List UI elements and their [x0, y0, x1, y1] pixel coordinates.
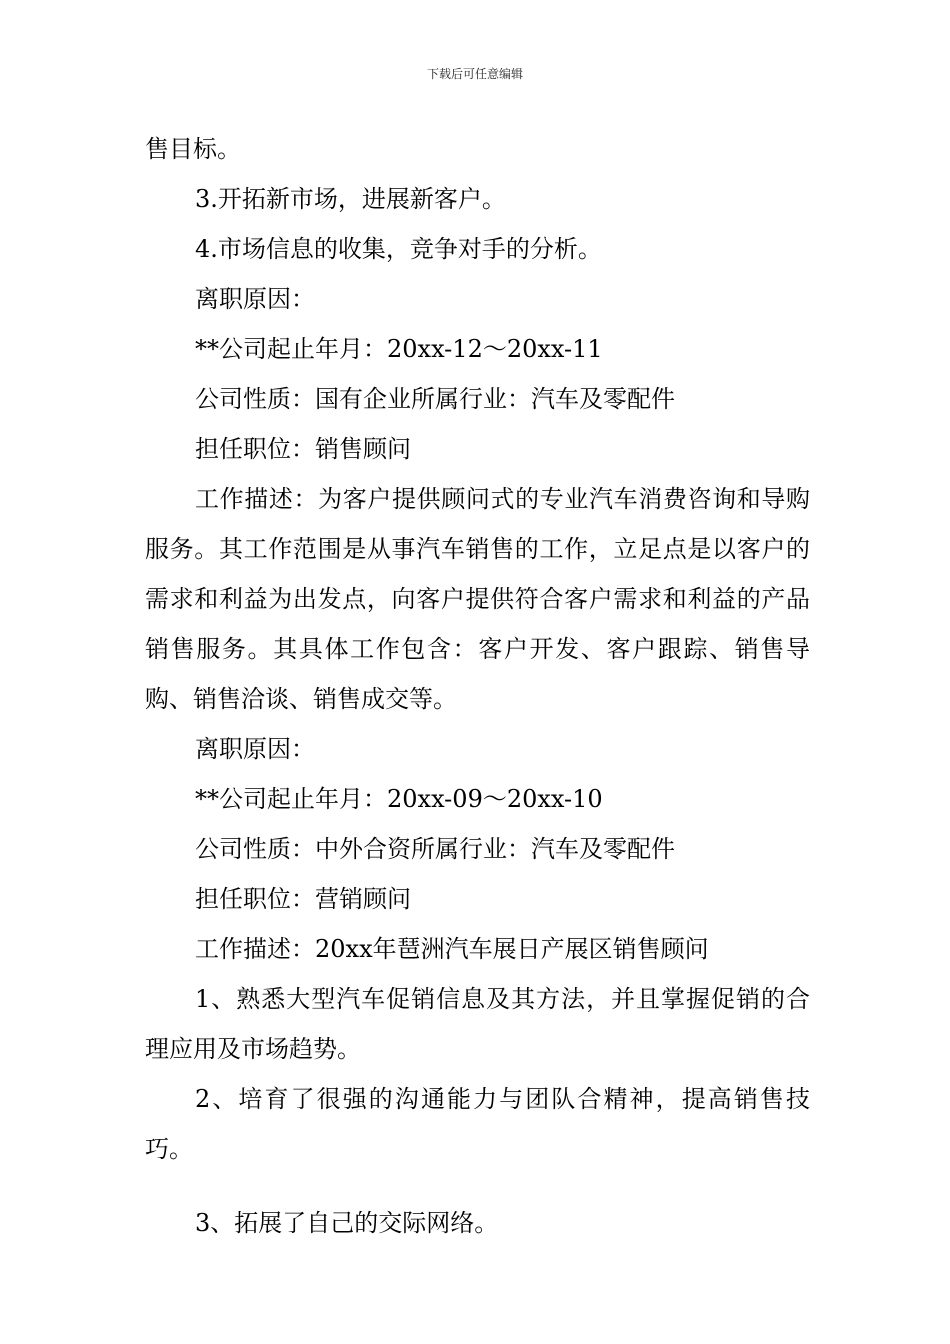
- paragraph-company-nature: 公司性质：中外合资所属行业：汽车及零配件: [195, 835, 675, 863]
- paragraph-job-description: 工作描述：为客户提供顾问式的专业汽车消费咨询和导购服务。其工作范围是从事汽车销售的工作，立足点是以客户的需求和利益为出发点，向客户提供符合客户需求和利益的产品销售服务。其具体工作包含：客户开发、客户跟踪、销售导购、销售洽谈、销售成交等。: [145, 485, 810, 713]
- paragraph-company-nature: 公司性质：国有企业所属行业：汽车及零配件: [195, 385, 675, 413]
- paragraph-leave-reason: 离职原因：: [195, 285, 315, 313]
- paragraph-list-item-1: 1、熟悉大型汽车促销信息及其方法，并且掌握促销的合理应用及市场趋势。: [145, 985, 810, 1063]
- paragraph-list-item-2: 2、培育了很强的沟通能力与团队合精神，提高销售技巧。: [145, 1085, 810, 1163]
- paragraph-company-period: **公司起止年月：20xx-12～20xx-11: [195, 335, 603, 363]
- paragraph-leave-reason: 离职原因：: [195, 735, 315, 763]
- document-body: [145, 124, 810, 1248]
- paragraph-position: 担任职位：营销顾问: [195, 885, 411, 913]
- paragraph-item-3: 3.开拓新市场，进展新客户。: [195, 185, 506, 213]
- paragraph-sales-target: 售目标。: [145, 135, 241, 163]
- paragraph-position: 担任职位：销售顾问: [195, 435, 411, 463]
- paragraph-item-4: 4.市场信息的收集，竞争对手的分析。: [195, 235, 602, 263]
- page-header: 下载后可任意编辑: [426, 67, 523, 81]
- paragraph-job-description: 工作描述：20xx年琶洲汽车展日产展区销售顾问: [195, 935, 709, 963]
- paragraph-company-period: **公司起止年月：20xx-09～20xx-10: [195, 785, 603, 813]
- paragraph-list-item-3: 3、拓展了自己的交际网络。: [195, 1209, 499, 1237]
